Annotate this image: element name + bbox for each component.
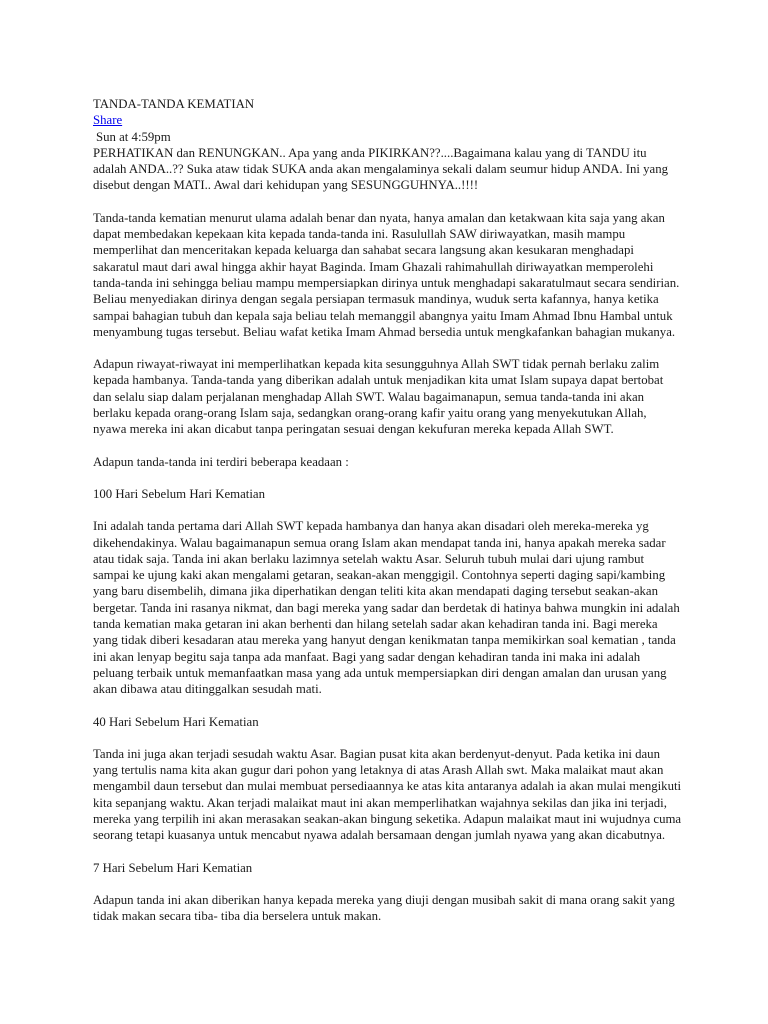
section-heading-7-days: 7 Hari Sebelum Hari Kematian xyxy=(93,860,253,875)
share-link[interactable]: Share xyxy=(93,113,123,128)
document-page xyxy=(93,96,683,940)
paragraph-5: Tanda ini juga akan terjadi sesudah waktu Asar. Bagian pusat kita akan berdenyut-denyut. Pada ketika ini daun yang tertulis nama kita akan gugur dari pohon yang letaknya di atas Arash Allah swt. Maka malaikat maut akan mengambil daun tersebut dan mulai membuat persediaannya ke atas kita antaranya adalah ia akan mulai mengikuti kita sepanjang waktu. Akan terjadi malaikat maut ini akan memperlihatkan wajahnya sekilas dan jika ini terjadi, mereka yang terpilih ini akan merasakan seakan-akan bingung seketika. Adapun malaikat maut ini wujudnya cuma seorang tetapi kuasanya untuk mencabut nyawa adalah bersamaan dengan jumlah nyawa yang akan dicabutnya. xyxy=(93,746,682,843)
paragraph-3: Adapun tanda-tanda ini terdiri beberapa keadaan : xyxy=(93,454,349,469)
paragraph-2: Adapun riwayat-riwayat ini memperlihatkan kepada kita sesungguhnya Allah SWT tidak pernah berlaku zalim kepada hambanya. Tanda-tanda yang diberikan adalah untuk menjadikan kita umat Islam supaya dapat bertobat dan selalu siap dalam perjalanan menghadap Allah SWT. Walau bagaimanapun, semua tanda-tanda ini akan berlaku kepada orang-orang Islam saja, sedangkan orang-orang kafir yaitu orang yang menyekutukan Allah, nyawa mereka ini akan dicabut tanpa peringatan sesuai dengan kekufuran mereka kepada Allah SWT. xyxy=(93,357,664,437)
section-heading-100-days: 100 Hari Sebelum Hari Kematian xyxy=(93,486,265,501)
article-title: TANDA-TANDA KEMATIAN xyxy=(93,97,255,111)
paragraph-1: Tanda-tanda kematian menurut ulama adalah benar dan nyata, hanya amalan dan ketakwaan kita saja yang akan dapat membedakan kepekaan kita kepada tanda-tanda ini. Rasulullah SAW diriwayatkan, masih mampu memperlihat dan menceritakan kepada keluarga dan sahabat secara langsung akan kesukaran menghadapi sakaratul maut dari awal hingga akhir hayat Baginda. Imam Ghazali rahimahullah diriwayatkan memperolehi tanda-tanda ini sehingga beliau mampu mempersiapkan dirinya untuk menghadapi sakaratulmaut secara sendirian. Beliau menyediakan dirinya dengan segala persiapan termasuk mandinya, wuduk serta kafannya, hanya ketika sampai bahagian tubuh dan kepala saja beliau telah memanggil abangnya yaitu Imam Ahmad Ibnu Hambal untuk menyambung tugas tersebut. Beliau wafat ketika Imam Ahmad bersedia untuk mengkafankan bahagian mukanya. xyxy=(93,210,680,339)
section-heading-40-days: 40 Hari Sebelum Hari Kematian xyxy=(93,714,259,729)
intro-paragraph: PERHATIKAN dan RENUNGKAN.. Apa yang anda PIKIRKAN??....Bagaimana kalau yang di TANDU itu adalah ANDA..?? Suka ataw tidak SUKA anda akan mengalaminya sekali dalam seumur hidup ANDA. Ini yang disebut dengan MATI.. Awal dari kehidupan yang SESUNGGUHNYA..!!!! xyxy=(93,145,669,193)
post-timestamp: Sun at 4:59pm xyxy=(96,129,171,144)
paragraph-6: Adapun tanda ini akan diberikan hanya kepada mereka yang diuji dengan musibah sakit di mana orang sakit yang tidak makan secara tiba- tiba dia berselera untuk makan. xyxy=(93,892,675,924)
paragraph-4: Ini adalah tanda pertama dari Allah SWT kepada hambanya dan hanya akan disadari oleh mereka-mereka yg dikehendakinya. Walau bagaimanapun semua orang Islam akan mendapat tanda ini, hanya apakah mereka sadar atau tidak saja. Tanda ini akan berlaku lazimnya setelah waktu Asar. Seluruh tubuh mulai dari ujung rambut sampai ke ujung kaki akan mengalami getaran, seakan-akan menggigil. Contohnya seperti daging sapi/kambing yang baru disembelih, dimana jika diperhatikan dengan teliti kita akan mendapati daging tersebut seakan-akan bergetar. Tanda ini rasanya nikmat, dan bagi mereka yang sadar dan berdetak di hatinya bahwa mungkin ini adalah tanda kematian maka getaran ini akan berhenti dan hilang setelah sadar akan kehadiran tanda ini. Bagi mereka yang tidak diberi kesadaran atau mereka yang hanyut dengan kenikmatan tanpa memikirkan soal kematian , tanda ini akan lenyap begitu saja tanpa ada manfaat. Bagi yang sadar dengan kehadiran tanda ini maka ini adalah peluang terbaik untuk memanfaatkan masa yang ada untuk mempersiapkan diri dengan amalan dan urusan yang akan dibawa atau ditinggalkan sesudah mati. xyxy=(93,519,680,697)
